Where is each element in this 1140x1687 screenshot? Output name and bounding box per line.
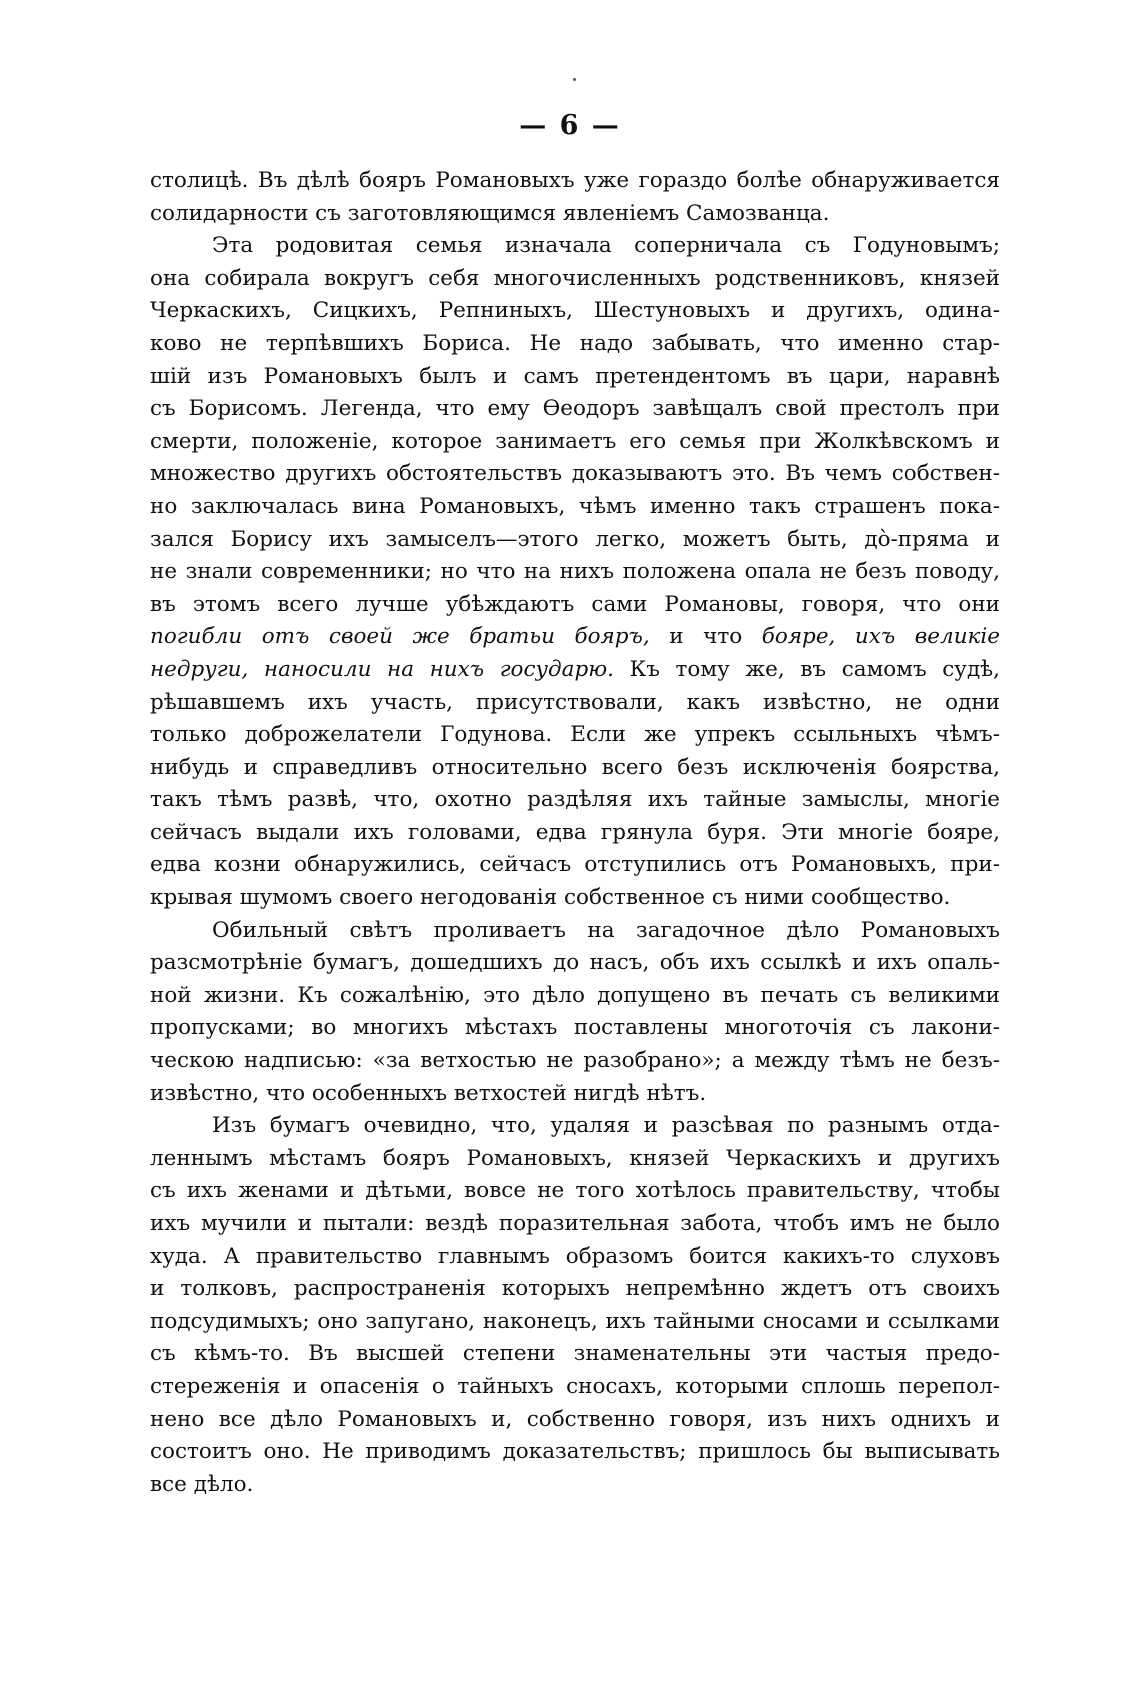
text-line: солидарности съ заготовляющимся явленіемъ Самозванца. [150, 200, 830, 226]
page-number: — 6 — [519, 110, 621, 141]
text-line: крывая шумомъ своего негодованія собственное съ ними сообщество. [150, 885, 951, 911]
text-segment: и что [649, 624, 762, 650]
italic-quote: погибли отъ своей же братьи бояръ, [150, 624, 650, 650]
text-line: смерти, положеніе, которое занимаетъ его семья при Жолкѣвскомъ и [150, 428, 1000, 454]
text-line: ческою надписью: «за ветхостью не разобрано»; а между тѣмъ не безъ- [150, 1048, 1000, 1074]
scan-speck [573, 78, 576, 81]
text-line: зался Борису ихъ замыселъ—этого легко, можетъ быть, дò-пряма и [150, 526, 1000, 552]
text-line: Изъ бумагъ очевидно, что, удаляя и разсѣвая по разнымъ отда- [212, 1113, 1000, 1139]
text-line: только доброжелатели Годунова. Если же упрекъ ссыльныхъ чѣмъ- [150, 722, 1000, 748]
text-line: ной жизни. Къ сожалѣнію, это дѣло допущено въ печать съ великими [150, 982, 1000, 1008]
text-line: нибудь и справедливъ относительно всего безъ исключенія боярства, [150, 754, 1000, 780]
text-line: пропусками; во многихъ мѣстахъ поставлены многоточія съ лакони- [150, 1015, 1000, 1041]
text-line: извѣстно, что особенныхъ ветхостей нигдѣ нѣтъ. [150, 1080, 707, 1106]
text-line: стереженія и опасенія о тайныхъ сносахъ, которыми сплошь перепол- [150, 1373, 1000, 1399]
text-line: ково не терпѣвшихъ Бориса. Не надо забывать, что именно стар- [150, 330, 1000, 356]
text-line: Эта родовитая семья изначала соперничала съ Годуновымъ; [212, 233, 1000, 259]
text-line: съ кѣмъ-то. Въ высшей степени знаменательны эти частыя предо- [150, 1341, 1000, 1367]
text-line: разсмотрѣніе бумагъ, дошедшихъ до насъ, объ ихъ ссылкѣ и ихъ опаль- [150, 950, 1000, 976]
text-line [150, 654, 1000, 687]
text-line: такъ тѣмъ развѣ, что, охотно раздѣляя ихъ тайные замыслы, многіе [150, 787, 1000, 813]
italic-quote: недруги, наносили на нихъ государю. [150, 656, 614, 682]
text-segment: Къ тому же, въ самомъ судѣ, [614, 656, 1000, 682]
text-line: не знали современники; но что на нихъ положена опала не безъ поводу, [150, 559, 1000, 585]
text-line: множество другихъ обстоятельствъ доказываютъ это. Въ чемъ собствен- [150, 461, 1000, 487]
italic-quote: бояре, ихъ великіе [761, 624, 1000, 650]
text-line: все дѣло. [150, 1471, 254, 1497]
body-text [150, 165, 1000, 1501]
text-line: она собирала вокругъ себя многочисленныхъ родственниковъ, князей [150, 265, 1000, 291]
text-line: рѣшавшемъ ихъ участь, присутствовали, какъ извѣстно, не одни [150, 689, 1000, 715]
text-line: подсудимыхъ; оно запугано, наконецъ, ихъ тайными сносами и ссылками [150, 1308, 1000, 1334]
text-line: худа. А правительство главнымъ образомъ боится какихъ-то слуховъ [150, 1243, 1000, 1269]
text-line: сейчасъ выдали ихъ головами, едва грянула буря. Эти многіе бояре, [150, 819, 1000, 845]
text-line: но заключалась вина Романовыхъ, чѣмъ именно такъ страшенъ пока- [150, 493, 1000, 519]
text-line: Черкаскихъ, Сицкихъ, Репниныхъ, Шестуновыхъ и другихъ, одина- [150, 298, 1000, 324]
text-line: леннымъ мѣстамъ бояръ Романовыхъ, князей Черкаскихъ и другихъ [150, 1145, 1000, 1171]
text-line: столицѣ. Въ дѣлѣ бояръ Романовыхъ уже гораздо болѣе обнаруживается [150, 168, 1000, 193]
text-line: Обильный свѣтъ проливаетъ на загадочное дѣло Романовыхъ [212, 917, 1000, 943]
text-line: и толковъ, распространенія которыхъ непремѣнно ждетъ отъ своихъ [150, 1276, 1000, 1302]
text-line [150, 621, 1000, 654]
text-line: шій изъ Романовыхъ былъ и самъ претендентомъ въ цари, наравнѣ [150, 363, 1000, 389]
text-line: съ Борисомъ. Легенда, что ему Ѳеодоръ завѣщалъ свой престолъ при [150, 396, 1000, 422]
text-line: ихъ мучили и пытали: вездѣ поразительная забота, чтобъ имъ не было [150, 1211, 1000, 1236]
text-line: въ этомъ всего лучше убѣждаютъ сами Романовы, говоря, что они [150, 591, 1000, 617]
text-line: съ ихъ женами и дѣтьми, вовсе не того хотѣлось правительству, чтобы [150, 1178, 1000, 1204]
text-line: состоитъ оно. Не приводимъ доказательствъ; пришлось бы выписывать [150, 1439, 1000, 1465]
text-line: нено все дѣло Романовыхъ и, собственно говоря, изъ нихъ однихъ и [150, 1406, 1000, 1432]
text-line: едва козни обнаружились, сейчасъ отступились отъ Романовыхъ, при- [150, 852, 1000, 878]
